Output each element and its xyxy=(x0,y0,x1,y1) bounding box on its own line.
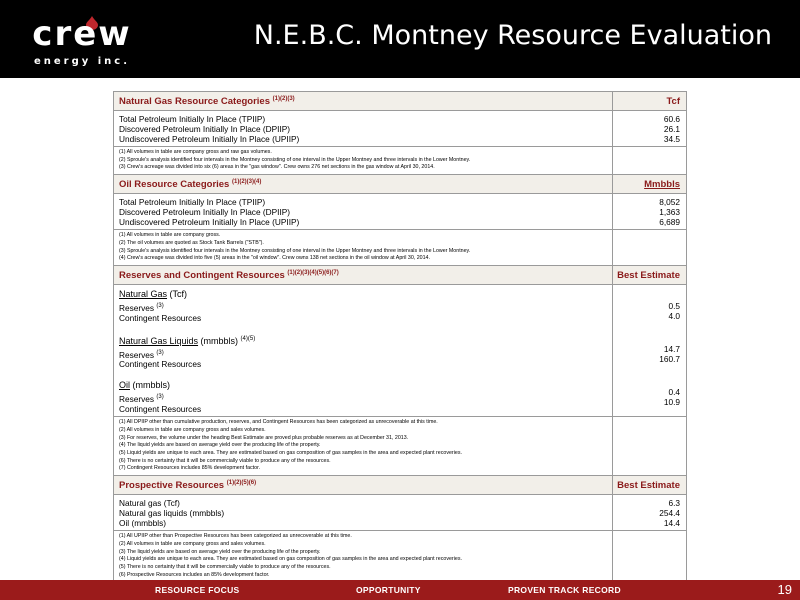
reserves-group-title: Oil (mmbbls) xyxy=(119,380,170,391)
footnote: (5) There is no certainty that it will be commercially viable to produce any of the resources. xyxy=(119,563,331,570)
gas-notes-row xyxy=(114,147,687,175)
reserves-section-title: Reserves and Contingent Resources $^{(1)(2)(3)(4)(5)(6)(7)}$ xyxy=(119,269,339,282)
footnote: (1) All UPIIP other than Prospective Resources has been categorized as unrecoverable at this time. xyxy=(119,533,352,540)
prospective-row-label: Oil (mmbbls) xyxy=(119,518,167,529)
gas-row-value: 34.5 xyxy=(663,134,680,144)
gas-row-value: 60.6 xyxy=(663,114,680,124)
prospective-row-label: Natural gas (Tcf) xyxy=(119,498,180,509)
reserves-group-title: Natural Gas Liquids (mmbbls) $^{(4)(5)}$ xyxy=(119,335,256,346)
footnote: (7) Contingent Resources includes 85% development factor. xyxy=(119,465,261,472)
reserves-label: Reserves $^{(3)}$ xyxy=(119,394,164,405)
reserves-data-row xyxy=(114,284,687,416)
footnote: (5) Liquid yields are unique to each area. They are estimated based on gas composition of gas samples in the area and expected plant recoveries. xyxy=(119,450,462,457)
reserves-group-title: Natural Gas (Tcf) xyxy=(119,288,188,299)
oil-header-row xyxy=(114,175,687,194)
contingent-label: Contingent Resources xyxy=(119,359,202,370)
reserves-unit: Best Estimate xyxy=(617,269,680,281)
footer-item: RESOURCE FOCUS xyxy=(155,585,240,595)
footnote: (1) All volumes in table are company gross. xyxy=(119,232,221,239)
logo-subtitle: energy inc. xyxy=(33,56,131,67)
reserves-value: 14.7 xyxy=(663,343,680,354)
oil-row-label: Discovered Petroleum Initially In Place (DPIIP) xyxy=(119,207,291,218)
oil-row-value: 8,052 xyxy=(659,197,680,208)
footnote: (2) All volumes in table are company gross and sales volumes. xyxy=(119,540,266,547)
oil-row-label: Undiscovered Petroleum Initially In Place (UPIIP) xyxy=(119,217,300,228)
footnote: (1) All volumes in table are company gross and raw gas volumes. xyxy=(119,149,272,155)
gas-row-label: Total Petroleum Initially In Place (TPIIP) xyxy=(119,114,266,124)
prospective-section-title: Prospective Resources $^{(1)(2)(5)(6)}$ xyxy=(119,480,257,492)
reserves-header-row xyxy=(114,265,687,284)
contingent-value: 10.9 xyxy=(663,396,680,407)
oil-unit: Mmbbls xyxy=(644,179,680,191)
oil-notes-row xyxy=(114,230,687,266)
footnote: (2) Sproule's analysis identified four intervals in the Montney consisting of one interval in the Upper Montney and three intervals in the Lower Montney. xyxy=(119,156,471,163)
oil-row-value: 1,363 xyxy=(659,207,680,218)
contingent-label: Contingent Resources xyxy=(119,404,202,415)
reserves-label: Reserves $^{(3)}$ xyxy=(119,349,164,360)
prospective-row-value: 6.3 xyxy=(668,498,680,509)
footnote: (1) All DPIIP other than cumulative production, reserves, and Contingent Resources has been categorized as unrecoverable at this time. xyxy=(119,419,438,426)
contingent-label: Contingent Resources xyxy=(119,312,202,323)
footnote: (6) There is no certainty that it will be commercially viable to produce any of the resources. xyxy=(119,457,331,464)
footnote: (4) Liquid yields are unique to each area. They are estimated based on gas composition of gas samples in the area and expected plant recoveries. xyxy=(119,556,462,563)
reserves-notes-row xyxy=(114,417,687,476)
logo-wordmark: crew xyxy=(32,14,132,54)
gas-unit: Tcf xyxy=(666,96,680,107)
page-number: 19 xyxy=(777,582,792,597)
prospective-notes-row xyxy=(114,531,687,582)
footer-item: OPPORTUNITY xyxy=(356,585,421,595)
page-title: N.E.B.C. Montney Resource Evaluation xyxy=(253,20,772,51)
oil-row-label: Total Petroleum Initially In Place (TPIIP) xyxy=(119,197,266,208)
footnote: (2) All volumes in table are company gross and sales volumes. xyxy=(119,426,266,433)
gas-header-row xyxy=(114,92,687,111)
slide-header xyxy=(0,0,800,78)
prospective-header-row xyxy=(114,476,687,495)
footnote: (3) Sproule's analysis identified four intervals in the Montney consisting of one interval in the Upper Montney and three intervals in the Lower Montney. xyxy=(119,247,471,254)
gas-section-title: Natural Gas Resource Categories $^{(1)(2)(3)}$ xyxy=(119,96,295,108)
footnote: (4) The liquid yields are based on average yield over the producing life of the property. xyxy=(119,442,321,449)
slide-footer xyxy=(0,580,800,600)
reserves-label: Reserves $^{(3)}$ xyxy=(119,302,164,313)
contingent-value: 4.0 xyxy=(668,310,680,321)
oil-data-row xyxy=(114,194,687,230)
footnote: (3) Crew's acreage was divided into six (6) areas in the "gas window". Crew owns 276 net sections in the gas window at April 30, 2014. xyxy=(119,164,435,171)
prospective-unit: Best Estimate xyxy=(617,480,680,492)
crew-logo xyxy=(22,12,142,70)
footnote: (2) The oil volumes are quoted as Stock Tank Barrels ("STB"). xyxy=(119,239,264,246)
prospective-row-label: Natural gas liquids (mmbbls) xyxy=(119,508,225,519)
gas-row-value: 26.1 xyxy=(663,124,680,134)
gas-row-label: Undiscovered Petroleum Initially In Place (UPIIP) xyxy=(119,134,300,144)
reserves-value: 0.4 xyxy=(668,386,680,397)
oil-row-value: 6,689 xyxy=(659,217,680,228)
prospective-data-row xyxy=(114,495,687,531)
prospective-row-value: 254.4 xyxy=(659,508,680,519)
resource-table xyxy=(113,91,687,582)
footnote: (6) Prospective Resources includes an 85% development factor. xyxy=(119,571,270,578)
footnote: (4) Crew's acreage was divided into five (5) areas in the "oil window". Crew owns 138 net sections in the oil window at April 30, 2014. xyxy=(119,255,430,262)
oil-section-title: Oil Resource Categories $^{(1)(2)(3)(4)}$ xyxy=(119,179,262,191)
gas-data-row xyxy=(114,111,687,147)
footnote: (3) The liquid yields are based on average yield over the producing life of the property. xyxy=(119,548,321,555)
gas-row-label: Discovered Petroleum Initially In Place (DPIIP) xyxy=(119,124,291,134)
prospective-row-value: 14.4 xyxy=(663,518,680,529)
footnote: (3) For reserves, the volume under the heading Best Estimate are proved plus probable reserves as at December 31, 2013. xyxy=(119,434,409,441)
footer-item: PROVEN TRACK RECORD xyxy=(508,585,621,595)
contingent-value: 160.7 xyxy=(659,353,680,364)
reserves-value: 0.5 xyxy=(668,300,680,311)
